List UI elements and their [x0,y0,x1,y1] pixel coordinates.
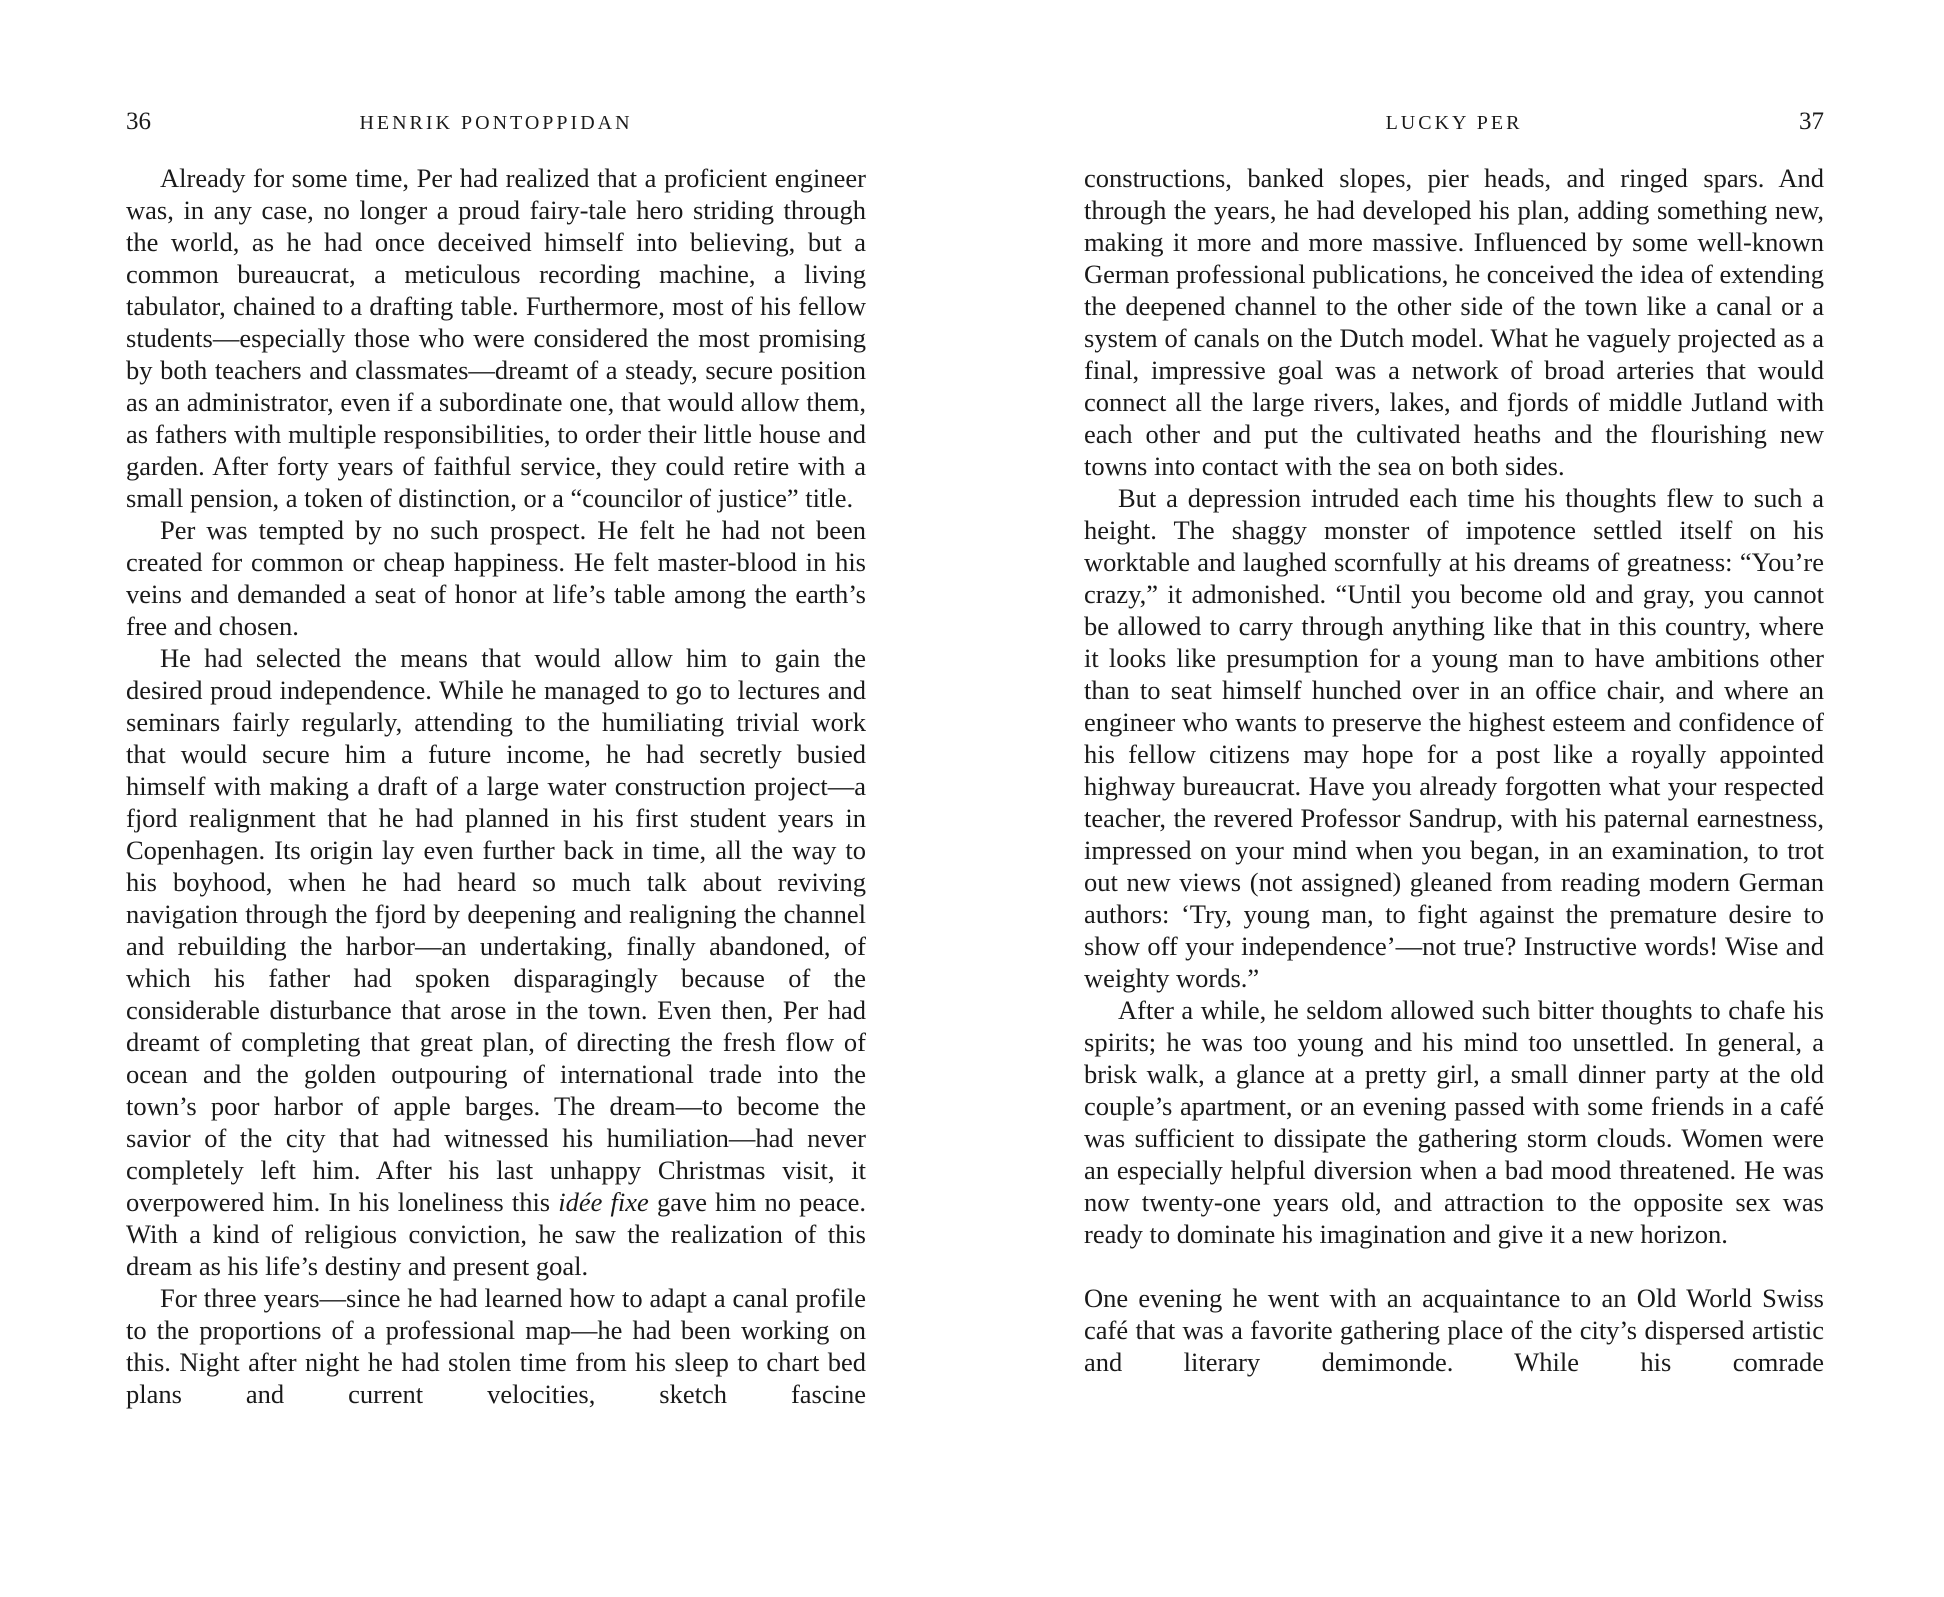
paragraph: But a depression intruded each time his thoughts flew to such a height. The shaggy monster of impotence settled itself on his worktable and laughed scornfully at his dreams of greatness: “You’re crazy,” it admonished. “Until you become old and gray, you cannot be allowed to carry through anything like that in this country, where it looks like presumption for a young man to have ambitions other than to seat himself hunched over in an office chair, and where an engineer who wants to preserve the highest esteem and confidence of his fellow citizens may hope for a post like a royally appointed highway bureaucrat. Have you already forgotten what your respected teacher, the revered Professor Sandrup, with his paternal earnestness, impressed on your mind when you began, in an examination, to trot out new views (not assigned) gleaned from reading modern German authors: ‘Try, young man, to fight against the premature desire to show off your independence’—not true? Instructive words! Wise and weighty words.” [1084,483,1824,993]
paragraph [126,642,866,1282]
paragraph: After a while, he seldom allowed such bitter thoughts to chafe his spirits; he was too young and his mind too unsettled. In general, a brisk walk, a glance at a pretty girl, a small dinner party at the old couple’s apartment, or an evening passed with some friends in a café was sufficient to dissipate the gathering storm clouds. Women were an especially helpful diversion when a bad mood threatened. He was now twenty-one years old, and attraction to the opposite sex was ready to dominate his imagination and give it a new horizon. [1084,995,1824,1249]
paragraph: Per was tempted by no such prospect. He felt he had not been created for common or cheap happiness. He felt master-blood in his veins and demanded a seat of honor at life’s table among the earth’s free and chosen. [126,515,866,641]
running-head [1084,108,1824,144]
running-head-author: HENRIK PONTOPPIDAN [359,112,633,134]
right-page-body [1084,162,1824,1378]
paragraph: Already for some time, Per had realized that a proficient engineer was, in any case, no longer a proud fairy-tale hero striding through the world, as he had once deceived himself into believing, but a common bureaucrat, a meticulous recording machine, a living tabulator, chained to a drafting table. Furthermore, most of his fellow students—especially those who were considered the most promising by both teachers and classmates—dreamt of a steady, secure position as an administrator, even if a subordinate one, that would allow them, as fathers with multiple responsibilities, to order their little house and garden. After forty years of faithful service, they could retire with a small pension, a token of distinction, or a “councilor of justice” title. [126,163,866,513]
paragraph-text: He had selected the means that would allow him to gain the desired proud independence. While he managed to go to lectures and seminars fairly regularly, attending to the humiliating trivial work that would secure him a future income, he had secretly busied himself with making a draft of a large water construction project—a fjord realignment that he had planned in his first student years in Copenhagen. Its origin lay even further back in time, all the way to his boyhood, when he had heard so much talk about reviving navigation through the fjord by deepening and realigning the channel and rebuilding the harbor—an undertaking, finally abandoned, of which his father had spoken disparagingly because of the considerable disturbance that arose in the town. Even then, Per had dreamt of completing that great plan, of directing the fresh flow of ocean and the golden outpouring of international trade into the town’s poor harbor of apple barges. The dream—to become the savior of the city that had witnessed his humiliation—had never completely left him. After his last unhappy Christmas visit, it overpowered him. In his loneliness this [126,643,866,1217]
left-page [126,108,866,1410]
paragraph: One evening he went with an acquaintance to an Old World Swiss café that was a favorite gathering place of the city’s dispersed artistic and literary demimonde. While his comrade [1084,1283,1824,1377]
right-page [1084,108,1824,1378]
running-head-title: LUCKY PER [1385,112,1523,134]
page-number: 36 [126,108,151,135]
running-head [126,108,866,144]
paragraph-text: gave him no peace. With a kind of religious conviction, he saw the realization of this dream as his life’s destiny and present goal. [126,1187,867,1281]
paragraph: constructions, banked slopes, pier heads, and ringed spars. And through the years, he had developed his plan, adding something new, making it more and more massive. Influenced by some well-known German professional publications, he conceived the idea of extending the deepened channel to the other side of the town like a canal or a system of canals on the Dutch model. What he vaguely projected as a final, impressive goal was a network of broad arteries that would connect all the large rivers, lakes, and fjords of middle Jutland with each other and put the cultivated heaths and the flourishing new towns into contact with the sea on both sides. [1084,163,1824,481]
left-page-body [126,162,866,1410]
page-number: 37 [1799,108,1824,135]
paragraph: For three years—since he had learned how to adapt a canal profile to the proportions of a professional map—he had been working on this. Night after night he had stolen time from his sleep to chart bed plans and current velocities, sketch fascine [126,1283,866,1409]
italic-phrase: idée fixe [558,1187,649,1217]
